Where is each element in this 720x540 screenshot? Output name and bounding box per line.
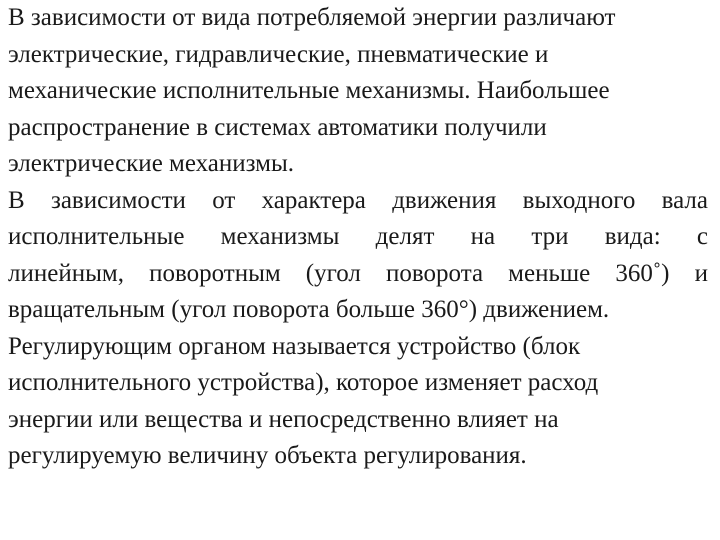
text-line: исполнительные механизмы делят на три вида: с bbox=[8, 223, 708, 250]
text-line: механические исполнительные механизмы. Наибольшее bbox=[8, 77, 610, 104]
paragraph-control-element-definition bbox=[8, 329, 708, 475]
paragraph-actuator-types-by-motion bbox=[8, 183, 708, 329]
document-body bbox=[8, 0, 708, 475]
paragraph-actuator-types-by-energy bbox=[8, 0, 708, 183]
text-line: энергии или вещества и непосредственно влияет на bbox=[8, 405, 559, 433]
text-line: регулируемую величину объекта регулирования. bbox=[8, 442, 527, 469]
text-line: вращательным (угол поворота больше 360°) движением. bbox=[8, 296, 610, 323]
text-line: электрические, гидравлические, пневматические и bbox=[8, 40, 549, 68]
text-line: исполнительного устройства), которое изменяет расход bbox=[8, 369, 599, 396]
text-line: В зависимости от характера движения выходного вала bbox=[8, 186, 708, 214]
text-line: линейным, поворотным (угол поворота меньше 360˚) и bbox=[8, 259, 708, 287]
text-line: электрические механизмы. bbox=[8, 150, 295, 177]
text-line: Регулирующим органом называется устройство (блок bbox=[8, 332, 581, 360]
text-line: распространение в системах автоматики получили bbox=[8, 113, 547, 141]
text-line: В зависимости от вида потребляемой энергии различают bbox=[8, 4, 616, 31]
